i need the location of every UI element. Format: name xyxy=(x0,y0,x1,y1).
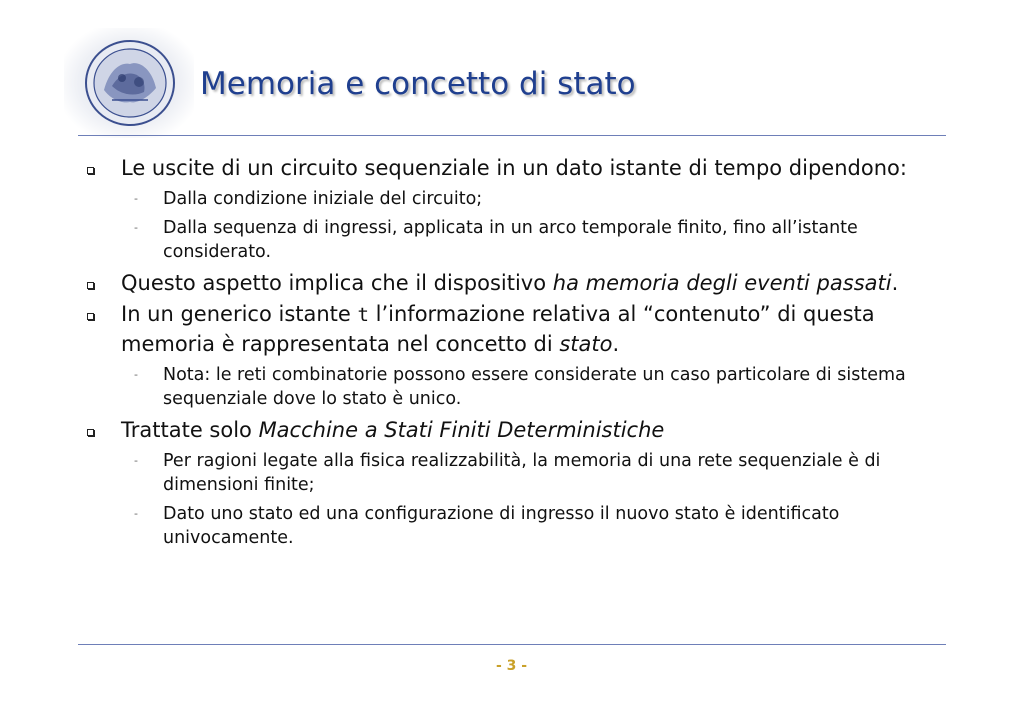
page-number: - 3 - xyxy=(495,658,528,674)
sub-bullet-item xyxy=(84,502,924,550)
sub-bullet-text: Per ragioni legate alla fisica realizzabilità, la memoria di una rete sequenziale è di dimensioni finite; xyxy=(163,451,881,495)
sub-bullet-item xyxy=(84,216,924,264)
sub-bullet-item xyxy=(84,363,924,411)
dash-bullet-icon: - xyxy=(134,192,138,205)
footer-divider xyxy=(78,644,946,645)
slide-title: Memoria e concetto di stato xyxy=(200,66,636,102)
bullet-text: Le uscite di un circuito sequenziale in un dato istante di tempo dipendono: xyxy=(121,156,907,180)
bullet-text-end: . xyxy=(612,332,620,356)
politecnico-logo xyxy=(64,28,194,138)
sub-bullet-item xyxy=(84,187,924,211)
bullet-emphasis: stato xyxy=(559,332,613,356)
square-bullet-icon xyxy=(87,167,94,174)
seal-icon xyxy=(82,38,178,128)
square-bullet-icon xyxy=(87,429,94,436)
sub-bullet-item xyxy=(84,449,924,497)
time-variable: t xyxy=(357,304,369,326)
bullet-text-middle: l’informazione relativa al “contenuto” di questa memoria è rappresentata nel concetto di xyxy=(121,302,875,356)
square-bullet-icon xyxy=(87,313,94,320)
sub-bullet-text: Dalla condizione iniziale del circuito; xyxy=(163,189,483,209)
title-divider xyxy=(78,135,946,136)
bullet-item xyxy=(84,300,924,359)
bullet-list xyxy=(84,154,924,555)
sub-bullet-text: Dalla sequenza di ingressi, applicata in un arco temporale finito, fino all’istante considerato. xyxy=(163,218,858,262)
dash-bullet-icon: - xyxy=(134,454,138,467)
dash-bullet-icon: - xyxy=(134,368,138,381)
dash-bullet-icon: - xyxy=(134,507,138,520)
bullet-text-end: . xyxy=(891,271,899,295)
bullet-item xyxy=(84,269,924,298)
bullet-emphasis: ha memoria degli eventi passati xyxy=(552,271,892,295)
bullet-text: Questo aspetto implica che il dispositivo xyxy=(121,271,553,295)
square-bullet-icon xyxy=(87,282,94,289)
bullet-item xyxy=(84,154,924,183)
sub-bullet-text: Nota: le reti combinatorie possono essere considerate un caso particolare di sistema sequenziale dove lo stato è unico. xyxy=(163,365,906,409)
dash-bullet-icon: - xyxy=(134,221,138,234)
bullet-text: In un generico istante xyxy=(121,302,358,326)
bullet-emphasis: Macchine a Stati Finiti Deterministiche xyxy=(258,418,665,442)
sub-bullet-text: Dato uno stato ed una configurazione di ingresso il nuovo stato è identificato univocamente. xyxy=(163,504,840,548)
bullet-text: Trattate solo xyxy=(121,418,259,442)
bullet-item xyxy=(84,416,924,445)
